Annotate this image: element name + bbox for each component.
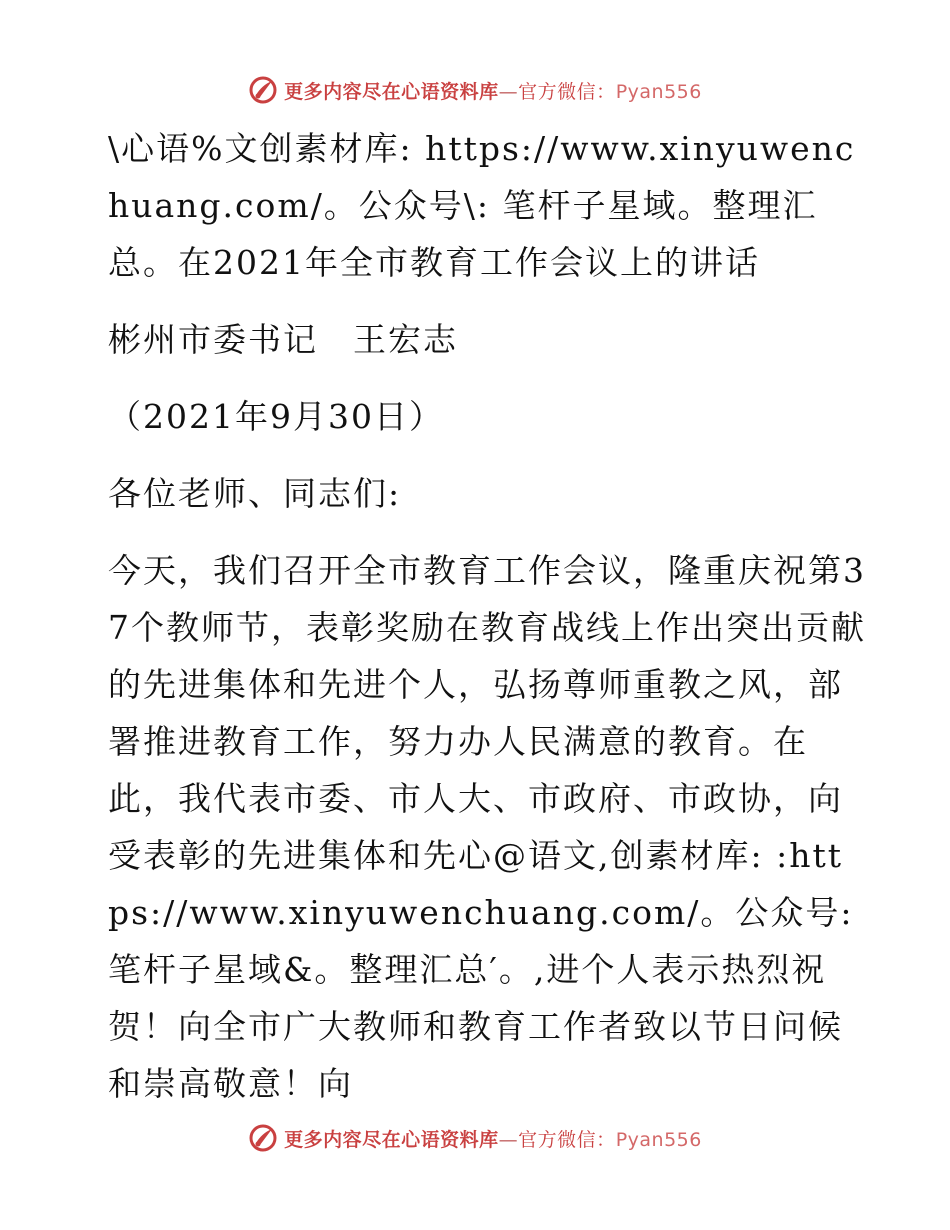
banner-main-text: 更多内容尽在心语资料库 [284,80,499,103]
banner-dash: — [498,80,519,103]
document-body [96,120,866,1132]
doc-paragraph-body: 今天，我们召开全市教育工作会议，隆重庆祝第37个教师节，表彰奖励在教育战线上作出突出贡献的先进集体和先进个人，弘扬尊师重教之风，部署推进教育工作，努力办人民满意的教育。在此，我代表市委、市人大、市政府、市政协，向受表彰的先进集体和先心@语文,创素材库: :https://www.xinyuwenchuang.com/。公众号: 笔杆子星域&。整理汇总′。,进个人表示热烈祝贺！向全市广大教师和教育工作者致以节日问候和崇高敬意！向 [108,551,866,1103]
banner-text [284,77,702,104]
banner-main-text: 更多内容尽在心语资料库 [284,1128,499,1151]
doc-date-line: （2021年9月30日） [108,397,444,436]
banner-text [284,1125,702,1152]
doc-author-line: 彬州市委书记 王宏志 [108,320,458,359]
banner-wechat-id: Pyan556 [615,80,702,103]
header-watermark-banner [0,70,950,110]
banner-side-text: 官方微信： [518,1128,616,1151]
banner-dash: — [498,1128,519,1151]
footer-watermark-banner [0,1118,950,1158]
doc-salutation: 各位老师、同志们: [108,474,402,513]
banner-wechat-id: Pyan556 [615,1128,702,1151]
brush-logo-icon [248,1123,278,1153]
brush-logo-icon [248,75,278,105]
banner-side-text: 官方微信： [518,80,616,103]
doc-paragraph-intro: \心语%文创素材库: https://www.xinyuwenchuang.com/。公众号\: 笔杆子星域。整理汇总。在2021年全市教育工作会议上的讲话 [108,129,856,282]
